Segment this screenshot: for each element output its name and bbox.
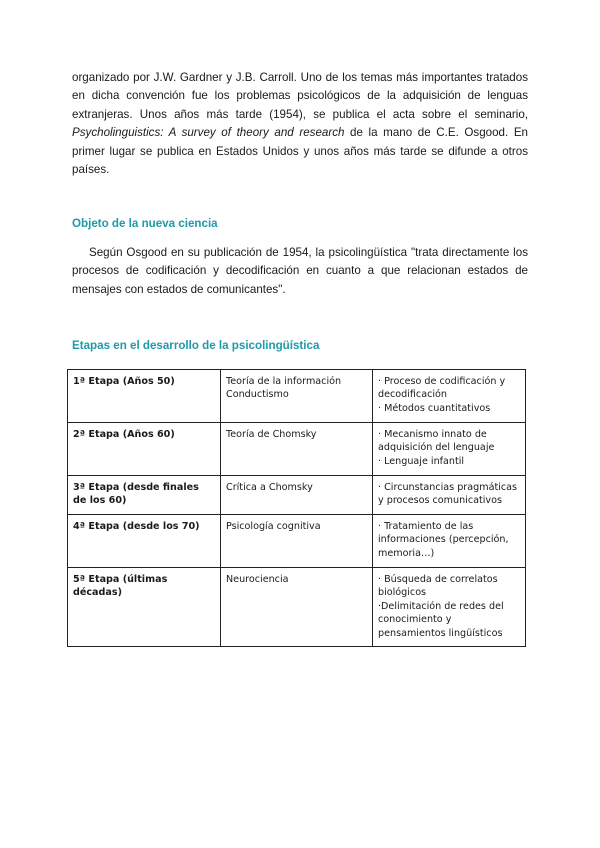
feature-item: · Proceso de codificación y decodificación <box>378 376 506 401</box>
intro-text-part1: organizado por J.W. Gardner y J.B. Carroll. Uno de los temas más importantes tratados en dicha convención fue los problemas psicológicos de la adquisición de lenguas extranjeras. Unos años más tarde (1954), se publica el acta sobre el seminario, <box>72 71 528 121</box>
feature-item: · Mecanismo innato de adquisición del lenguaje <box>378 429 495 454</box>
theory-cell: Crítica a Chomsky <box>221 476 373 515</box>
heading-object: Objeto de la nueva ciencia <box>72 217 218 230</box>
feature-item: ·Delimitación de redes del conocimiento y pensamientos lingüísticos <box>378 600 504 639</box>
stages-table <box>67 369 526 647</box>
theory-cell: Teoría de Chomsky <box>221 423 373 476</box>
stage-cell: 5ª Etapa (últimas décadas) <box>68 568 221 647</box>
feature-item: · Métodos cuantitativos <box>378 402 491 414</box>
features-cell <box>373 423 526 476</box>
features-cell <box>373 568 526 647</box>
table-row <box>68 568 526 647</box>
feature-item: · Lenguaje infantil <box>378 455 465 467</box>
stage-cell: 4ª Etapa (desde los 70) <box>68 515 221 568</box>
stage-cell: 3ª Etapa (desde finales de los 60) <box>68 476 221 515</box>
theory-cell: Neurociencia <box>221 568 373 647</box>
book-title: Psycholinguistics: A survey of theory and research <box>72 126 345 140</box>
features-cell <box>373 515 526 568</box>
theory-cell: Psicología cognitiva <box>221 515 373 568</box>
features-cell <box>373 370 526 423</box>
intro-text-part2: de la mano de C.E. Osgood. En primer lugar se publica en Estados Unidos y unos años más tarde se difunde a otros países. <box>72 126 529 177</box>
feature-item: · Tratamiento de las informaciones (percepción, memoria…) <box>378 521 509 559</box>
object-paragraph: Según Osgood en su publicación de 1954, la psicolingüística "trata directamente los procesos de codificación y decodificación en cuanto a que relacionan estados de mensajes con estados de comunicantes". <box>72 246 528 296</box>
stage-cell: 2ª Etapa (Años 60) <box>68 423 221 476</box>
table-row <box>68 370 526 423</box>
stage-cell: 1ª Etapa (Años 50) <box>68 370 221 423</box>
feature-item: · Búsqueda de correlatos biológicos <box>378 574 498 599</box>
theory-cell: Teoría de la información Conductismo <box>221 370 373 423</box>
table-row <box>68 515 526 568</box>
heading-stages: Etapas en el desarrollo de la psicolingüística <box>72 339 320 352</box>
table-row <box>68 423 526 476</box>
intro-paragraph <box>72 69 528 179</box>
features-cell <box>373 476 526 515</box>
table-row <box>68 476 526 515</box>
feature-item: · Circunstancias pragmáticas y procesos comunicativos <box>378 482 518 507</box>
